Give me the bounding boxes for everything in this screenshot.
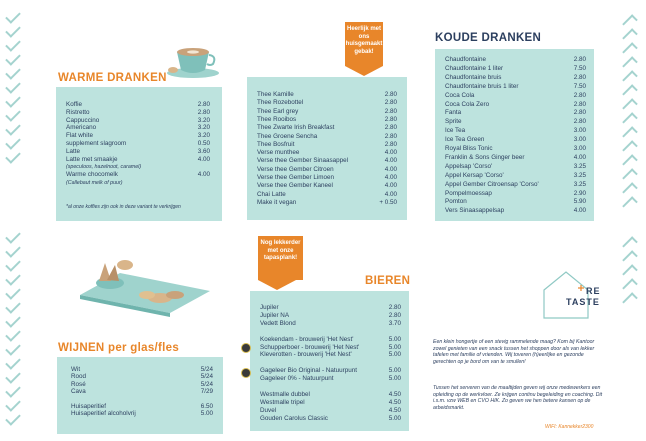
menu-item-price: 4.00 [384, 174, 397, 181]
menu-item [66, 163, 210, 171]
menu-item-name: Thee Groene Sencha [257, 132, 318, 140]
menu-item [445, 136, 586, 144]
menu-item-name: Gageleer 0% - Natuurpunt [260, 375, 334, 383]
menu-item [257, 157, 397, 165]
menu-item-price: 2.80 [384, 91, 397, 98]
menu-item [257, 108, 397, 116]
menu-item [445, 145, 586, 153]
menu-item-name: Westmalle dubbel [260, 390, 310, 398]
menu-item [260, 344, 401, 352]
menu-item-name: supplement slagroom [66, 140, 127, 147]
menu-item-price: 4.00 [384, 182, 397, 190]
menu-item-name: Huisaperitief [71, 403, 106, 410]
retaste-story-training: Tussen het serveren van de maaltijden geven wij onze medewerkers een opleiding op de werkvloer. Ze krijgen continu begeleiding en coaching. Dit i.s.m. vzw WEB en CVO HIK. Zo geven we hen betere kansen op de arbeidsmarkt. [433, 385, 603, 411]
thee-ribbon-text: Heerlijk met ons huisgemaakt gebak! [345, 26, 383, 55]
menu-item-name: Coca Cola Zero [445, 100, 490, 108]
menu-item-name: Chaudfontaine [445, 56, 486, 63]
chevron-icon [5, 8, 21, 24]
menu-item [260, 375, 401, 383]
menu-item-price: 2.80 [573, 109, 586, 117]
menu-item-price: 0.50 [197, 140, 210, 147]
menu-item-name: Vers Sinaasappelsap [445, 207, 505, 215]
chevron-icon [622, 28, 638, 44]
menu-item-name: Thee Bosfruit [257, 140, 295, 148]
menu-item-name: Appelsap 'Corso' [445, 162, 493, 170]
menu-item-price: 2.80 [573, 100, 586, 108]
chevron-icon [622, 168, 638, 184]
menu-item-name: Gouden Carolus Classic [260, 414, 328, 422]
menu-item-name: Wit [71, 366, 81, 373]
chevron-icon [5, 312, 21, 328]
chevron-icon [622, 154, 638, 170]
menu-item-price: 5.00 [388, 367, 401, 375]
menu-item-price: 4.00 [573, 207, 586, 215]
menu-item-name: Fanta [445, 109, 462, 117]
menu-item [445, 109, 586, 117]
menu-item [257, 91, 397, 99]
chevron-icon [5, 64, 21, 80]
chevron-icon [5, 368, 21, 384]
menu-item-price: 5/24 [200, 380, 213, 388]
menu-item-name: Chaudfontaine bruis 1 liter [445, 82, 519, 90]
menu-item-price: 4.00 [384, 149, 397, 157]
menu-item-name: Verse munthee [257, 149, 300, 157]
menu-item-name: Flat white [66, 132, 93, 140]
bieren-title: BIEREN [365, 275, 411, 287]
menu-item-price: 3.20 [197, 116, 210, 124]
menu-item-price: 7/29 [200, 388, 213, 396]
menu-item-name: Koekendam - brouwerij 'Het Nest' [260, 335, 354, 343]
chevron-icon [5, 22, 21, 38]
chevron-icon [622, 56, 638, 72]
coffee-cup-icon [165, 40, 221, 80]
menu-item-name: Gageleer Bio Original - Natuurpunt [260, 367, 357, 375]
koude-dranken-panel [435, 49, 594, 221]
bieren-ribbon [258, 236, 303, 280]
menu-item [445, 154, 586, 162]
menu-item-name: Thee Zwarte Irish Breakfast [257, 124, 335, 132]
menu-item [257, 191, 397, 199]
menu-item [260, 312, 401, 320]
menu-item-name: Cappuccino [66, 116, 100, 124]
menu-item-name: Chai Latte [257, 190, 286, 198]
menu-item [445, 56, 586, 64]
chevron-icon [5, 298, 21, 314]
menu-item [257, 174, 397, 182]
menu-item-price: 2.80 [197, 108, 210, 116]
wifi-info: WIFI: Kannekker2300 [545, 424, 594, 430]
menu-item [257, 182, 397, 190]
menu-item-name: Appel Kersap 'Corso' [445, 171, 504, 179]
menu-item [257, 133, 397, 141]
menu-item [66, 148, 210, 156]
menu-item [445, 198, 586, 206]
chevron-icon [5, 148, 21, 164]
menu-item-price: 4.00 [384, 157, 397, 165]
chevron-icon [622, 84, 638, 100]
menu-item-price: 3.60 [197, 147, 210, 155]
menu-item-price: 3.00 [573, 127, 586, 135]
menu-item-price: 4.00 [384, 190, 397, 198]
wijnen-panel [57, 357, 223, 434]
chevron-decoration-left-top [6, 12, 20, 160]
menu-item-price: + 0.50 [379, 198, 397, 206]
chevron-icon [622, 250, 638, 266]
menu-item [260, 367, 401, 375]
menu-item-name: Jupiler [260, 304, 279, 311]
het-nest-badge-icon [241, 343, 251, 353]
warme-dranken-panel [56, 87, 222, 221]
chevron-icon [622, 264, 638, 280]
natuurpunt-badge-icon [241, 368, 251, 378]
menu-item [257, 166, 397, 174]
menu-item-name: Chaudfontaine bruis [445, 73, 502, 81]
menu-item-name: Jupiler NA [260, 311, 290, 319]
menu-item [445, 127, 586, 135]
chevron-icon [5, 340, 21, 356]
menu-item-price: 2.80 [384, 99, 397, 107]
menu-item-price: 4.50 [388, 406, 401, 414]
menu-item-price: 4.00 [197, 155, 210, 163]
menu-item-price: 5.00 [388, 414, 401, 422]
chevron-icon [5, 92, 21, 108]
menu-item-name: Royal Bliss Tonic [445, 145, 493, 152]
chevron-icon [622, 182, 638, 198]
menu-item [257, 116, 397, 124]
menu-item-name: Verse thee Gember Limoen [257, 174, 335, 181]
menu-item-name: Americano [66, 124, 97, 132]
menu-item-price: 5.00 [388, 343, 401, 351]
wijnen-title: WIJNEN per glas/fles [58, 342, 180, 354]
menu-item-name: Rosé [71, 380, 86, 388]
menu-item-price: 2.80 [384, 140, 397, 148]
menu-item-price: 2.80 [573, 91, 586, 99]
menu-item-price: 5/24 [200, 373, 213, 381]
chevron-icon [622, 42, 638, 58]
menu-item [257, 99, 397, 107]
koude-dranken-title: KOUDE DRANKEN [435, 32, 542, 44]
menu-item [71, 388, 213, 396]
warme-dranken-title: WARME DRANKEN [58, 72, 167, 84]
menu-item-price: 5.90 [573, 198, 586, 206]
menu-item [257, 141, 397, 149]
menu-item [66, 101, 210, 109]
menu-item-name: Verse thee Gember Kaneel [257, 182, 333, 190]
menu-item-price: 2.80 [384, 107, 397, 115]
chevron-icon [622, 292, 638, 308]
menu-item-price: 4.50 [388, 398, 401, 406]
chevron-icon [5, 396, 21, 412]
menu-item-name: Appel Gember Citroensap 'Corso' [445, 180, 539, 188]
menu-item [260, 415, 401, 423]
menu-item-name: Verse thee Gember Sinaasappel [257, 157, 349, 165]
menu-item-price: 2.80 [388, 311, 401, 319]
menu-item [445, 207, 586, 215]
chevron-icon [5, 106, 21, 122]
menu-item [445, 118, 586, 126]
chevron-icon [5, 78, 21, 94]
menu-item-price: 3.20 [197, 132, 210, 140]
menu-item-name: Cava [71, 388, 86, 396]
menu-item-name: (Callebaut melk of puur) [66, 180, 123, 186]
menu-item-name: Huisaperitief alcoholvrij [71, 410, 136, 418]
bieren-ribbon-text: Nog lekkerder met onze tapasplank! [260, 240, 301, 261]
menu-item [445, 101, 586, 109]
menu-item-name: Koffie [66, 101, 82, 108]
menu-item [445, 65, 586, 73]
chevron-decoration-left-bottom [6, 232, 20, 422]
menu-item-name: Verse thee Gember Citroen [257, 165, 334, 173]
menu-item-name: Westmalle tripel [260, 398, 305, 406]
retaste-logo-re: RE [586, 286, 601, 296]
menu-item-price: 2.80 [197, 101, 210, 108]
menu-item [257, 124, 397, 132]
menu-item [445, 172, 586, 180]
menu-item [260, 320, 401, 328]
menu-item-price: 5.00 [388, 335, 401, 343]
menu-item [66, 117, 210, 125]
chevron-icon [622, 236, 638, 252]
menu-item-price: 3.20 [197, 124, 210, 132]
chevron-icon [5, 256, 21, 272]
menu-item-price: 3.00 [573, 136, 586, 144]
menu-item-price: 3.25 [573, 162, 586, 170]
chevron-icon [5, 120, 21, 136]
chevron-icon [5, 50, 21, 66]
menu-item-name: Thee Rozebottel [257, 99, 304, 107]
menu-item [66, 132, 210, 140]
chevron-icon [5, 284, 21, 300]
bieren-panel [250, 291, 409, 431]
menu-item [260, 407, 401, 415]
menu-item-name: Ice Tea Green [445, 136, 485, 144]
chevron-icon [5, 134, 21, 150]
thee-ribbon [345, 22, 383, 66]
menu-item-name: Latte [66, 147, 81, 155]
menu-item-price: 3.70 [388, 319, 401, 327]
warme-dranken-note: *al onze koffies zijn ook in deze variant te verkrijgen [66, 204, 181, 210]
menu-item-price: 2.80 [573, 118, 586, 126]
chevron-icon [5, 242, 21, 258]
menu-item [445, 83, 586, 91]
thee-panel [247, 77, 407, 220]
menu-item [445, 181, 586, 189]
menu-item-name: Sprite [445, 118, 462, 126]
menu-item [260, 399, 401, 407]
menu-item-name: Coca Cola [445, 91, 475, 99]
menu-item-price: 3.25 [573, 180, 586, 188]
menu-item-price: 4.00 [384, 165, 397, 173]
chevron-icon [622, 98, 638, 114]
menu-item-price: 6.50 [200, 403, 213, 410]
menu-item-name: Duvel [260, 406, 277, 414]
chevron-icon [622, 14, 638, 30]
chevron-decoration-right-top [623, 18, 637, 208]
menu-item [260, 304, 401, 312]
menu-item-price: 3.25 [573, 171, 586, 179]
menu-item-name: (speculoos, hazelnoot, caramel) [66, 164, 142, 171]
menu-item-price: 2.80 [388, 304, 401, 311]
menu-item-name: Rood [71, 373, 87, 381]
menu-item-name: Kleverotten - brouwerij 'Het Nest' [260, 351, 352, 359]
menu-item-name: Ice Tea [445, 127, 466, 135]
menu-item [445, 163, 586, 171]
menu-item-price: 2.80 [573, 56, 586, 63]
menu-item [257, 149, 397, 157]
chevron-icon [5, 270, 21, 286]
menu-item [66, 109, 210, 117]
menu-item-price: 5/24 [200, 366, 213, 373]
menu-item [66, 156, 210, 164]
menu-item-name: Franklin & Sons Ginger beer [445, 153, 525, 161]
menu-item-name: Thee Kamille [257, 91, 294, 98]
chevron-icon [5, 382, 21, 398]
menu-item-price: 2.80 [384, 115, 397, 123]
menu-item-name: Pomton [445, 198, 467, 206]
menu-item [257, 199, 397, 207]
menu-item [260, 391, 401, 399]
chevron-icon [5, 326, 21, 342]
chevron-icon [5, 354, 21, 370]
menu-item-name: Thee Rooibos [257, 115, 297, 123]
menu-item-name: Thee Earl grey [257, 107, 299, 115]
menu-item [260, 336, 401, 344]
menu-item [260, 351, 401, 359]
menu-item-price: 3.00 [573, 145, 586, 152]
menu-item [445, 92, 586, 100]
menu-item-price: 4.00 [197, 171, 210, 179]
menu-item-name: Vedett Blond [260, 319, 296, 327]
chevron-icon [622, 112, 638, 128]
menu-item-price: 5.00 [388, 351, 401, 359]
retaste-logo-taste: TASTE [566, 297, 600, 307]
retaste-story-intro: Een klein hongertje of een stevig rammelende maag? Kom bij Kantoor zowel genieten van een snack tussen het shoppen door als van lekker tafelen met familie of vrienden. Wij toveren (h)eerlijke en gezonde gerechten op je bord om van te smullen! [433, 339, 595, 365]
tapas-board-icon [75, 243, 215, 318]
menu-item-name: Pompelmoessap [445, 189, 492, 197]
menu-item-price: 2.90 [573, 189, 586, 197]
menu-item-price: 7.50 [573, 82, 586, 90]
menu-item [445, 74, 586, 82]
chevron-icon [5, 410, 21, 426]
menu-item-price: 5.00 [200, 410, 213, 418]
chevron-icon [622, 196, 638, 212]
menu-item-name: Warme chocomelk [66, 171, 118, 179]
menu-item-price: 2.80 [384, 132, 397, 140]
menu-item [66, 171, 210, 179]
menu-item-name: Make it vegan [257, 198, 297, 206]
chevron-decoration-right-bottom [623, 240, 637, 304]
menu-item [445, 190, 586, 198]
menu-item [66, 179, 210, 187]
menu-item-price: 4.50 [388, 390, 401, 398]
chevron-icon [5, 36, 21, 52]
menu-item [66, 124, 210, 132]
chevron-icon [622, 70, 638, 86]
menu-item-name: Chaudfontaine 1 liter [445, 64, 504, 72]
menu-item-name: Schupperboer - brouwerij 'Het Nest' [260, 343, 360, 351]
menu-item-price: 7.50 [573, 64, 586, 72]
chevron-icon [622, 126, 638, 142]
menu-item [71, 410, 213, 418]
chevron-icon [5, 228, 21, 244]
menu-item-price: 2.80 [384, 124, 397, 132]
menu-item [66, 140, 210, 148]
menu-item-price: 4.00 [573, 153, 586, 161]
menu-item-name: Ristretto [66, 108, 90, 116]
chevron-icon [622, 278, 638, 294]
menu-item-name: Latte met smaakje [66, 155, 118, 163]
chevron-icon [622, 140, 638, 156]
menu-item-price: 5.00 [388, 375, 401, 383]
menu-item-price: 2.80 [573, 73, 586, 81]
